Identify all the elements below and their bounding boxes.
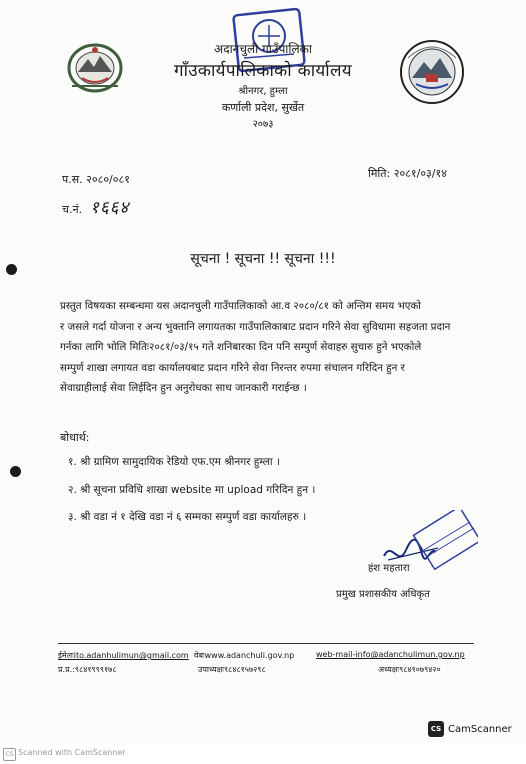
municipality-name: अदानचुली गाउँपालिका	[214, 42, 312, 56]
footer-phone-chair: अध्यक्षः९८४१०७९४२०	[378, 665, 441, 674]
footer-phone-vice-chair: उपाध्यक्षः९८४८१५७२९८	[198, 665, 266, 674]
establishment-year: २०७३	[252, 119, 274, 130]
notice-body-line: सम्पुर्ण शाखा लगायत वडा कार्यालयबाट प्रदान गरिने सेवा निरन्तर रुपमा संचालन गरिदिन हुन र	[60, 361, 405, 374]
copy-to-item: २. श्री सूचना प्रविधि शाखा website मा upload गरिदिन हुन ।	[68, 484, 316, 496]
footer-phone-cao: प्र.प्र.:९८४१९९९१७८	[58, 665, 117, 674]
footer-website[interactable]: वेबःwww.adanchuli.gov.np	[194, 651, 295, 660]
province-name: कर्णाली प्रदेश, सुर्खेत	[221, 101, 305, 114]
camscanner-watermark-icon: CS	[3, 748, 16, 761]
dispatch-number-label: च.नं.	[62, 203, 83, 216]
copy-to-heading: बोधार्थ:	[60, 431, 90, 444]
office-location: श्रीनगर, हुम्ला	[238, 86, 288, 97]
notice-title: सूचना ! सूचना !! सूचना !!!	[190, 251, 336, 267]
office-name: गाँउकार्यपालिकाको कार्यालय	[174, 61, 352, 81]
punch-hole	[10, 466, 21, 477]
camscanner-badge-text: CamScanner	[448, 723, 512, 735]
notice-body-line: सेवाग्राहीलाई सेवा लिईदिन हुन अनुरोधका साथ जानकारी गराईन्छ ।	[60, 382, 307, 394]
camscanner-badge	[428, 720, 512, 738]
dispatch-number-value: १६६४	[90, 198, 130, 218]
camscanner-watermark-text: Scanned with CamScanner	[18, 748, 126, 757]
notice-body-line: र जसले गर्दा योजना र अन्य भुक्तानि लगायतका गाउँपालिकाबाट प्रदान गरिने सेवा सुविधामा सहजता प्रदान	[60, 320, 451, 333]
copy-to-item: ३. श्री वडा नं १ देखि वडा नं ६ सम्मका सम्पुर्ण वडा कार्यालहरु ।	[68, 511, 307, 523]
letter-date: मिति: २०८१/०३/१४	[368, 167, 447, 180]
notice-body-line: प्रस्तुत विषयका सम्बन्धमा यस अदानचुली गाउँपालिकाको आ.व २०८०/८१ को अन्तिम समय भएको	[60, 300, 421, 312]
notice-body-line: गर्नका लागि भोलि मितिः२०८१/०३/१५ गते शनिबारका दिन पनि सम्पुर्ण सेवाहरु सुचारु हुने भएकोले	[60, 341, 422, 353]
notice-body	[60, 296, 470, 399]
footer-divider	[58, 643, 474, 644]
footer-web-mail[interactable]: web-mail-info@adanchulimun.gov.np	[316, 650, 465, 659]
footer-email[interactable]: ईमेलःito.adanhulimun@gmail.com	[58, 651, 189, 660]
signatory-title: प्रमुख प्रशासकीय अधिकृत	[336, 589, 430, 600]
letter-reference-number: प.स. २०८०/०८१	[62, 173, 130, 186]
camscanner-logo-icon: CS	[428, 721, 444, 737]
signatory-name: हंश महतारा	[368, 563, 410, 574]
copy-to-item: १. श्री ग्रामिण सामुदायिक रेडियो एफ.एम श्रीनगर हुम्ला ।	[68, 456, 280, 468]
